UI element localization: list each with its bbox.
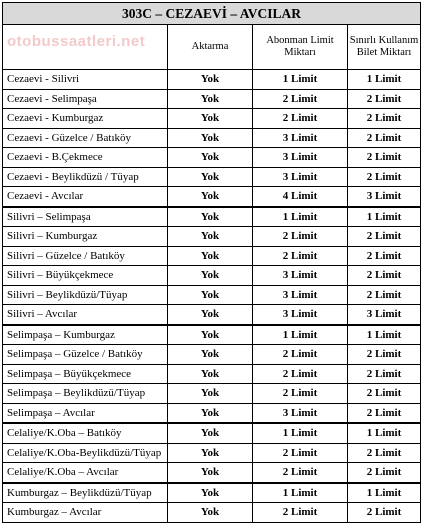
row-subscriber-limit-cell: 1 Limit: [253, 70, 348, 90]
row-subscriber-limit-cell: 3 Limit: [253, 148, 348, 168]
header-transfer: Aktarma: [168, 25, 253, 70]
row-route-cell: Cezaevi - Kumburgaz: [3, 109, 168, 129]
table-title: 303C – CEZAEVİ – AVCILAR: [3, 3, 421, 25]
row-transfer-cell: Yok: [168, 148, 253, 168]
row-route-cell: Silivri – Beylikdüzü/Tüyap: [3, 285, 168, 305]
fare-limit-table: [2, 2, 421, 523]
row-transfer-cell: Yok: [168, 443, 253, 463]
table-row: [3, 207, 421, 227]
table-row: [3, 443, 421, 463]
row-limited-ticket-cell: 1 Limit: [348, 423, 421, 443]
row-transfer-cell: Yok: [168, 187, 253, 207]
row-subscriber-limit-cell: 2 Limit: [253, 364, 348, 384]
table-row: [3, 285, 421, 305]
row-subscriber-limit-cell: 4 Limit: [253, 187, 348, 207]
table-row: [3, 246, 421, 266]
row-limited-ticket-cell: 3 Limit: [348, 187, 421, 207]
row-transfer-cell: Yok: [168, 325, 253, 345]
row-subscriber-limit-cell: 3 Limit: [253, 167, 348, 187]
table-row: [3, 148, 421, 168]
table-row: [3, 266, 421, 286]
table-row: [3, 89, 421, 109]
row-route-cell: Cezaevi - Beylikdüzü / Tüyap: [3, 167, 168, 187]
row-transfer-cell: Yok: [168, 89, 253, 109]
row-route-cell: Celaliye/K.Oba – Avcılar: [3, 463, 168, 483]
row-subscriber-limit-cell: 2 Limit: [253, 89, 348, 109]
table-row: [3, 345, 421, 365]
row-limited-ticket-cell: 2 Limit: [348, 384, 421, 404]
row-limited-ticket-cell: 2 Limit: [348, 227, 421, 247]
table-row: [3, 423, 421, 443]
row-limited-ticket-cell: 2 Limit: [348, 109, 421, 129]
table-row: [3, 109, 421, 129]
row-route-cell: Selimpaşa – Büyükçekmece: [3, 364, 168, 384]
row-limited-ticket-cell: 2 Limit: [348, 364, 421, 384]
row-subscriber-limit-cell: 1 Limit: [253, 483, 348, 503]
row-transfer-cell: Yok: [168, 403, 253, 423]
row-route-cell: Cezaevi - Selimpaşa: [3, 89, 168, 109]
table-row: [3, 403, 421, 423]
row-route-cell: Silivri – Selimpaşa: [3, 207, 168, 227]
row-route-cell: Silivri – Kumburgaz: [3, 227, 168, 247]
row-transfer-cell: Yok: [168, 285, 253, 305]
row-transfer-cell: Yok: [168, 227, 253, 247]
row-transfer-cell: Yok: [168, 483, 253, 503]
row-route-cell: Silivri – Güzelce / Batıköy: [3, 246, 168, 266]
row-limited-ticket-cell: 2 Limit: [348, 403, 421, 423]
table-row: [3, 325, 421, 345]
row-subscriber-limit-cell: 1 Limit: [253, 423, 348, 443]
row-subscriber-limit-cell: 1 Limit: [253, 325, 348, 345]
row-limited-ticket-cell: 2 Limit: [348, 345, 421, 365]
row-limited-ticket-cell: 2 Limit: [348, 285, 421, 305]
row-transfer-cell: Yok: [168, 463, 253, 483]
row-transfer-cell: Yok: [168, 345, 253, 365]
table-row: [3, 463, 421, 483]
row-limited-ticket-cell: 1 Limit: [348, 325, 421, 345]
row-transfer-cell: Yok: [168, 503, 253, 523]
row-limited-ticket-cell: 1 Limit: [348, 70, 421, 90]
row-subscriber-limit-cell: 2 Limit: [253, 227, 348, 247]
row-limited-ticket-cell: 2 Limit: [348, 463, 421, 483]
row-limited-ticket-cell: 2 Limit: [348, 443, 421, 463]
row-transfer-cell: Yok: [168, 207, 253, 227]
row-route-cell: Cezaevi - B.Çekmece: [3, 148, 168, 168]
table-row: [3, 503, 421, 523]
row-subscriber-limit-cell: 2 Limit: [253, 503, 348, 523]
row-transfer-cell: Yok: [168, 384, 253, 404]
row-limited-ticket-cell: 3 Limit: [348, 305, 421, 325]
row-route-cell: Silivri – Büyükçekmece: [3, 266, 168, 286]
row-transfer-cell: Yok: [168, 305, 253, 325]
row-subscriber-limit-cell: 2 Limit: [253, 345, 348, 365]
row-limited-ticket-cell: 2 Limit: [348, 89, 421, 109]
row-subscriber-limit-cell: 3 Limit: [253, 266, 348, 286]
table-row: [3, 384, 421, 404]
row-route-cell: Celaliye/K.Oba-Beylikdüzü/Tüyap: [3, 443, 168, 463]
table-row: [3, 483, 421, 503]
header-limited-ticket: Sınırlı Kullanım Bilet Miktarı: [348, 25, 421, 70]
row-route-cell: Selimpaşa – Beylikdüzü/Tüyap: [3, 384, 168, 404]
row-transfer-cell: Yok: [168, 70, 253, 90]
row-limited-ticket-cell: 2 Limit: [348, 503, 421, 523]
row-subscriber-limit-cell: 3 Limit: [253, 305, 348, 325]
table-row: [3, 364, 421, 384]
row-transfer-cell: Yok: [168, 246, 253, 266]
row-limited-ticket-cell: 1 Limit: [348, 207, 421, 227]
row-limited-ticket-cell: 2 Limit: [348, 246, 421, 266]
watermark-text: otobussaatleri.net: [7, 33, 146, 50]
row-subscriber-limit-cell: 1 Limit: [253, 207, 348, 227]
row-subscriber-limit-cell: 3 Limit: [253, 285, 348, 305]
row-limited-ticket-cell: 2 Limit: [348, 128, 421, 148]
row-route-cell: Cezaevi - Silivri: [3, 70, 168, 90]
row-transfer-cell: Yok: [168, 128, 253, 148]
row-subscriber-limit-cell: 2 Limit: [253, 443, 348, 463]
row-route-cell: Celaliye/K.Oba – Batıköy: [3, 423, 168, 443]
row-route-cell: Cezaevi - Güzelce / Batıköy: [3, 128, 168, 148]
table-body: [3, 70, 421, 523]
row-subscriber-limit-cell: 3 Limit: [253, 128, 348, 148]
row-limited-ticket-cell: 1 Limit: [348, 483, 421, 503]
table-row: [3, 70, 421, 90]
table-row: [3, 227, 421, 247]
row-subscriber-limit-cell: 2 Limit: [253, 384, 348, 404]
table-row: [3, 187, 421, 207]
row-transfer-cell: Yok: [168, 423, 253, 443]
row-route-cell: Selimpaşa – Güzelce / Batıköy: [3, 345, 168, 365]
row-route-cell: Cezaevi - Avcılar: [3, 187, 168, 207]
row-route-cell: Silivri – Avcılar: [3, 305, 168, 325]
table-row: [3, 167, 421, 187]
row-limited-ticket-cell: 2 Limit: [348, 266, 421, 286]
header-subscriber-limit: Abonman Limit Miktarı: [253, 25, 348, 70]
row-subscriber-limit-cell: 3 Limit: [253, 403, 348, 423]
row-route-cell: Selimpaşa – Avcılar: [3, 403, 168, 423]
header-route: [3, 25, 168, 70]
row-limited-ticket-cell: 2 Limit: [348, 167, 421, 187]
fare-limit-table-sheet: [2, 2, 420, 523]
row-transfer-cell: Yok: [168, 167, 253, 187]
table-row: [3, 305, 421, 325]
row-route-cell: Selimpaşa – Kumburgaz: [3, 325, 168, 345]
row-route-cell: Kumburgaz – Beylikdüzü/Tüyap: [3, 483, 168, 503]
row-limited-ticket-cell: 2 Limit: [348, 148, 421, 168]
table-row: [3, 128, 421, 148]
row-subscriber-limit-cell: 2 Limit: [253, 246, 348, 266]
row-transfer-cell: Yok: [168, 109, 253, 129]
row-transfer-cell: Yok: [168, 266, 253, 286]
row-transfer-cell: Yok: [168, 364, 253, 384]
row-subscriber-limit-cell: 2 Limit: [253, 463, 348, 483]
row-route-cell: Kumburgaz – Avcılar: [3, 503, 168, 523]
row-subscriber-limit-cell: 2 Limit: [253, 109, 348, 129]
